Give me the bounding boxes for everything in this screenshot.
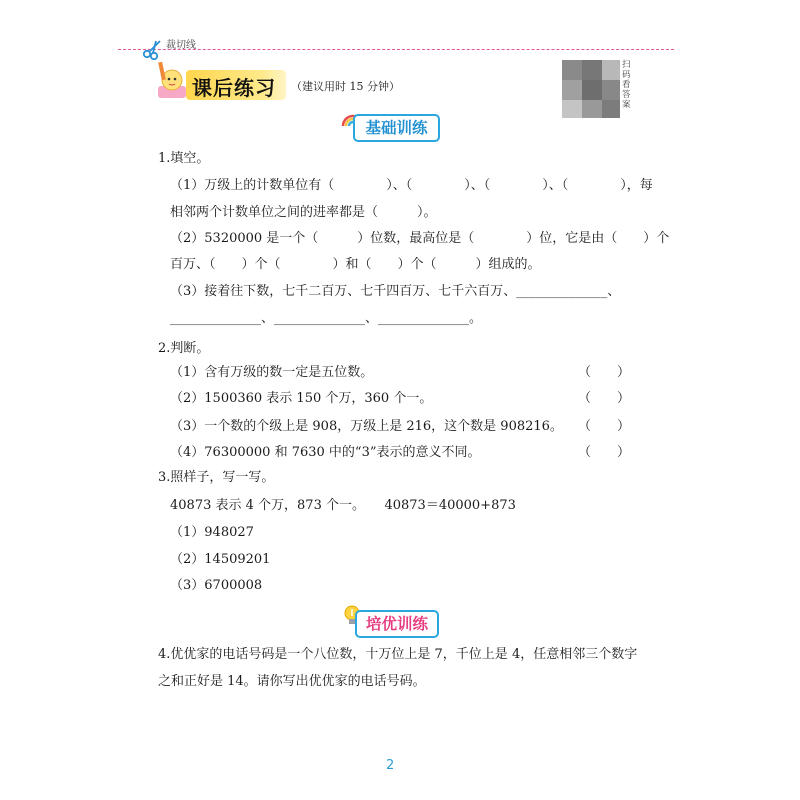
cut-line-label: 裁切线 xyxy=(166,40,196,51)
q1-part2-line2: 百万、（ ）个（ ）和（ ）个（ ）组成的。 xyxy=(170,257,541,272)
q2-item-1: （1）含有万级的数一定是五位数。 xyxy=(170,365,374,380)
q4-line-2: 之和正好是 14。请你写出优优家的电话号码。 xyxy=(158,674,426,689)
q1-part3-line2: ______________、______________、______________。 xyxy=(170,311,482,326)
q2-item-4: （4）76300000 和 7630 中的“3”表示的意义不同。 xyxy=(170,445,481,460)
q1-part2-line1: （2）5320000 是一个（ ）位数，最高位是（ ）位，它是由（ ）个 xyxy=(170,231,670,246)
banner-title: 课后练习 xyxy=(192,76,276,100)
qr-code xyxy=(562,60,620,118)
q1-part3-line1: （3）接着往下数，七千二百万、七千四百万、七千六百万、______________、 xyxy=(170,284,621,299)
q3-title: 3.照样子，写一写。 xyxy=(158,470,275,485)
q3-example: 40873 表示 4 个万，873 个一。 40873＝40000+873 xyxy=(170,498,516,513)
q3-item-1: （1）948027 xyxy=(170,525,254,540)
q3-item-3: （3）6700008 xyxy=(170,578,263,593)
cut-line xyxy=(118,49,674,50)
q2-answer-paren-3: （ ） xyxy=(578,419,631,434)
q2-answer-paren-4: （ ） xyxy=(578,445,631,460)
pencil-mascot-icon xyxy=(154,60,190,106)
q2-answer-paren-1: （ ） xyxy=(578,365,631,380)
q2-item-3: （3）一个数的个级上是 908，万级上是 216，这个数是 908216。 xyxy=(170,419,563,434)
q1-title: 1.填空。 xyxy=(158,151,210,166)
q1-part1-line1: （1）万级上的计数单位有（ ）、（ ）、（ ）、（ ），每 xyxy=(170,178,653,193)
page-number: 2 xyxy=(386,758,395,773)
q2-item-2: （2）1500360 表示 150 个万，360 个一。 xyxy=(170,391,433,406)
section-title-advanced: 培优训练 xyxy=(355,610,439,638)
q1-part1-line2: 相邻两个计数单位之间的进率都是（ ）。 xyxy=(170,205,437,220)
q3-item-2: （2）14509201 xyxy=(170,552,271,567)
q4-line-1: 4.优优家的电话号码是一个八位数，十万位上是 7，千位上是 4，任意相邻三个数字 xyxy=(158,647,638,662)
q2-answer-paren-2: （ ） xyxy=(578,391,631,406)
section-title-basic: 基础训练 xyxy=(353,114,440,142)
banner-time-note: （建议用时 15 分钟） xyxy=(291,80,400,93)
q2-title: 2.判断。 xyxy=(158,341,210,356)
qr-caption: 扫码看答案 xyxy=(622,60,631,110)
